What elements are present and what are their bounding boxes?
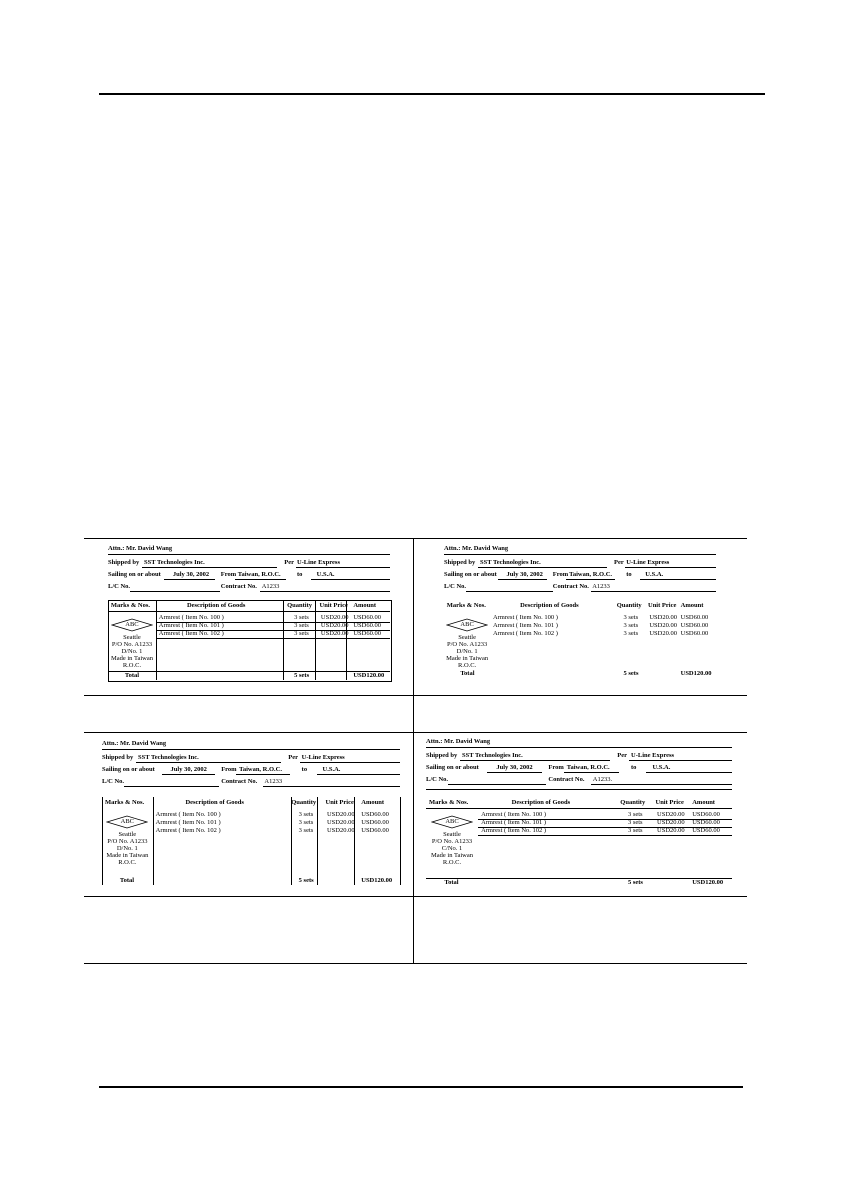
shipping-mark-text: ABC bbox=[125, 621, 139, 628]
grid-line bbox=[84, 538, 747, 539]
column-header: Amount bbox=[692, 799, 715, 806]
total-quantity: 5 sets bbox=[627, 879, 643, 886]
underline bbox=[296, 567, 390, 568]
shipping-mark-text: ABC bbox=[460, 621, 474, 628]
to-value: U.S.A. bbox=[322, 766, 341, 773]
column-header: Quantity bbox=[291, 799, 317, 806]
contract-value: A1233. bbox=[592, 776, 613, 783]
table-header-line bbox=[108, 611, 390, 612]
total-amount: USD120.00 bbox=[692, 879, 724, 886]
total-quantity: 5 sets bbox=[623, 670, 639, 677]
sailing-date: July 30, 2002 bbox=[172, 571, 210, 578]
shipping-mark-text: ABC bbox=[445, 818, 459, 825]
from-label: From bbox=[221, 766, 237, 773]
goods-amount: USD60.00 bbox=[353, 622, 381, 629]
sailing-label: Sailing on or about bbox=[108, 571, 161, 578]
column-header: Description of Goods bbox=[520, 602, 579, 609]
shipping-mark-line: D/No. 1 bbox=[456, 648, 478, 655]
goods-amount: USD60.00 bbox=[353, 630, 381, 637]
lc-label: L/C No. bbox=[102, 778, 125, 785]
goods-description: Armrest ( Item No. 102 ) bbox=[492, 630, 558, 637]
underline bbox=[591, 591, 716, 592]
goods-amount: USD60.00 bbox=[361, 819, 389, 826]
goods-description: Armrest ( Item No. 100 ) bbox=[158, 614, 224, 621]
column-header: Marks & Nos. bbox=[110, 602, 150, 609]
from-label: From bbox=[220, 571, 237, 578]
goods-unit-price: USD20.00 bbox=[326, 819, 355, 826]
column-header: Unit Price bbox=[319, 602, 348, 609]
contract-value: A1233 bbox=[261, 583, 280, 590]
shipped-by-value: SST Technologies Inc. bbox=[480, 559, 541, 566]
from-value: Taiwan, R.O.C. bbox=[566, 764, 610, 771]
table-total-line bbox=[426, 878, 732, 879]
goods-description: Armrest ( Item No. 102 ) bbox=[155, 827, 221, 834]
column-header: Unit Price bbox=[655, 799, 684, 806]
table-total-line bbox=[108, 671, 390, 672]
underline bbox=[162, 774, 216, 775]
goods-quantity: 3 sets bbox=[294, 630, 309, 637]
to-value: U.S.A. bbox=[652, 764, 671, 771]
goods-quantity: 3 sets bbox=[298, 827, 314, 834]
underline bbox=[311, 579, 390, 580]
to-label: to bbox=[296, 571, 303, 578]
contract-label: Contract No. bbox=[552, 583, 589, 590]
per-value: U-Line Express bbox=[631, 752, 675, 759]
underline bbox=[466, 591, 553, 592]
underline bbox=[260, 591, 390, 592]
to-value: U.S.A. bbox=[645, 571, 664, 578]
underline bbox=[460, 760, 610, 761]
table-column-line bbox=[153, 797, 154, 885]
shipped-by-label: Shipped by bbox=[444, 559, 476, 566]
goods-unit-price: USD20.00 bbox=[657, 827, 685, 834]
column-header: Amount bbox=[353, 602, 377, 609]
table-header-line bbox=[426, 808, 732, 809]
goods-unit-price: USD20.00 bbox=[657, 819, 685, 826]
attn-line: Attn.: Mr. David Wang bbox=[102, 740, 167, 747]
column-header: Marks & Nos. bbox=[104, 799, 145, 806]
per-label: Per bbox=[614, 559, 624, 566]
goods-description: Armrest ( Item No. 102 ) bbox=[481, 827, 547, 834]
shipping-mark-line: P/O No. A1233 bbox=[107, 838, 148, 845]
shipping-mark-line: Made in Taiwan bbox=[110, 655, 153, 662]
goods-quantity: 3 sets bbox=[627, 819, 643, 826]
goods-description: Armrest ( Item No. 101 ) bbox=[155, 819, 221, 826]
shipping-mark-line: P/O No. A1233 bbox=[111, 641, 153, 648]
sailing-label: Sailing on or about bbox=[426, 764, 479, 771]
per-value: U-Line Express bbox=[626, 559, 670, 566]
shipping-document bbox=[102, 741, 400, 891]
shipping-mark-line: Seattle bbox=[443, 831, 461, 838]
column-header: Description of Goods bbox=[185, 799, 244, 806]
underline bbox=[124, 786, 219, 787]
goods-amount: USD60.00 bbox=[692, 819, 720, 826]
underline bbox=[317, 774, 400, 775]
goods-quantity: 3 sets bbox=[623, 622, 639, 629]
underline bbox=[263, 786, 400, 787]
shipping-document bbox=[444, 546, 716, 684]
goods-amount: USD60.00 bbox=[680, 630, 709, 637]
row-line bbox=[478, 835, 732, 836]
grid-line bbox=[84, 695, 747, 696]
from-label: From bbox=[552, 571, 569, 578]
from-value: Taiwan, R.O.C. bbox=[569, 571, 613, 578]
shipping-mark-text: ABC bbox=[120, 818, 135, 825]
goods-amount: USD60.00 bbox=[680, 614, 709, 621]
column-header: Quantity bbox=[620, 799, 646, 806]
header-rule bbox=[99, 93, 765, 95]
shipping-mark-line: C/No. 1 bbox=[441, 845, 463, 852]
goods-description: Armrest ( Item No. 100 ) bbox=[492, 614, 558, 621]
underline bbox=[164, 579, 215, 580]
goods-quantity: 3 sets bbox=[627, 827, 643, 834]
per-label: Per bbox=[284, 559, 294, 566]
total-amount: USD120.00 bbox=[353, 672, 385, 679]
shipped-by-label: Shipped by bbox=[102, 754, 134, 761]
goods-quantity: 3 sets bbox=[298, 811, 314, 818]
from-value: Taiwan, R.O.C. bbox=[239, 766, 283, 773]
sailing-date: July 30, 2002 bbox=[506, 571, 543, 578]
sailing-date: July 30, 2002 bbox=[496, 764, 533, 771]
underline bbox=[300, 762, 400, 763]
attn-line: Attn.: Mr. David Wang bbox=[444, 545, 509, 552]
goods-unit-price: USD20.00 bbox=[320, 630, 349, 637]
underline bbox=[108, 554, 390, 555]
shipping-mark-line: P/O No. A1233 bbox=[446, 641, 488, 648]
total-label: Total bbox=[119, 877, 135, 884]
table-column-line bbox=[156, 600, 157, 680]
to-label: to bbox=[301, 766, 308, 773]
goods-unit-price: USD20.00 bbox=[320, 614, 349, 621]
underline bbox=[236, 774, 290, 775]
column-header: Marks & Nos. bbox=[446, 602, 486, 609]
shipping-mark-line: R.O.C. bbox=[122, 662, 142, 669]
total-quantity: 5 sets bbox=[294, 672, 310, 679]
shipped-by-value: SST Technologies Inc. bbox=[462, 752, 523, 759]
shipping-mark-line: R.O.C. bbox=[442, 859, 462, 866]
goods-description: Armrest ( Item No. 100 ) bbox=[155, 811, 221, 818]
underline bbox=[426, 747, 732, 748]
lc-label: L/C No. bbox=[426, 776, 449, 783]
total-label: Total bbox=[124, 672, 140, 679]
grid-line bbox=[84, 963, 747, 964]
goods-unit-price: USD20.00 bbox=[657, 811, 685, 818]
shipped-by-value: SST Technologies Inc. bbox=[138, 754, 199, 761]
underline bbox=[130, 591, 220, 592]
total-label: Total bbox=[444, 879, 459, 886]
goods-unit-price: USD20.00 bbox=[326, 827, 355, 834]
shipped-by-label: Shipped by bbox=[108, 559, 140, 566]
underline bbox=[646, 772, 732, 773]
goods-unit-price: USD20.00 bbox=[320, 622, 349, 629]
goods-unit-price: USD20.00 bbox=[649, 622, 677, 629]
sailing-date: July 30, 2002 bbox=[170, 766, 207, 773]
goods-description: Armrest ( Item No. 102 ) bbox=[158, 630, 224, 637]
attn-line: Attn.: Mr. David Wang bbox=[108, 545, 173, 552]
shipping-mark-line: P/O No. A1233 bbox=[431, 838, 473, 845]
underline bbox=[142, 567, 277, 568]
table-column-line bbox=[346, 600, 347, 680]
shipping-document bbox=[108, 546, 390, 686]
underline bbox=[591, 784, 732, 785]
shipping-mark-line: Seattle bbox=[123, 634, 141, 641]
shipping-mark-line: Seattle bbox=[458, 634, 476, 641]
shipping-mark-line: Made in Taiwan bbox=[430, 852, 474, 859]
contract-value: A1233 bbox=[592, 583, 610, 590]
goods-unit-price: USD20.00 bbox=[326, 811, 355, 818]
goods-quantity: 3 sets bbox=[294, 614, 309, 621]
goods-quantity: 3 sets bbox=[623, 630, 639, 637]
shipping-mark-line: R.O.C. bbox=[118, 859, 137, 866]
per-value: U-Line Express bbox=[301, 754, 345, 761]
to-value: U.S.A. bbox=[316, 571, 335, 578]
goods-amount: USD60.00 bbox=[353, 614, 381, 621]
goods-amount: USD60.00 bbox=[692, 827, 720, 834]
column-header: Description of Goods bbox=[186, 602, 246, 609]
total-amount: USD120.00 bbox=[680, 670, 712, 677]
from-label: From bbox=[548, 764, 564, 771]
goods-quantity: 3 sets bbox=[294, 622, 309, 629]
column-header: Unit Price bbox=[648, 602, 677, 609]
goods-amount: USD60.00 bbox=[361, 827, 389, 834]
attn-line: Attn.: Mr. David Wang bbox=[426, 738, 491, 745]
grid-line bbox=[84, 896, 747, 897]
goods-amount: USD60.00 bbox=[680, 622, 709, 629]
lc-label: L/C No. bbox=[108, 583, 131, 590]
table-top-line bbox=[426, 789, 732, 790]
underline bbox=[564, 772, 619, 773]
shipping-mark-line: Made in Taiwan bbox=[446, 655, 489, 662]
underline bbox=[625, 567, 716, 568]
shipped-by-label: Shipped by bbox=[426, 752, 458, 759]
from-value: Taiwan, R.O.C. bbox=[237, 571, 281, 578]
column-header: Quantity bbox=[616, 602, 642, 609]
table-column-line bbox=[400, 797, 401, 885]
underline bbox=[444, 554, 716, 555]
row-line bbox=[156, 638, 390, 639]
table-column-line bbox=[315, 600, 316, 680]
contract-label: Contract No. bbox=[221, 778, 258, 785]
total-amount: USD120.00 bbox=[361, 877, 393, 884]
shipping-mark-line: D/No. 1 bbox=[116, 845, 138, 852]
goods-amount: USD60.00 bbox=[361, 811, 389, 818]
underline bbox=[448, 784, 546, 785]
sailing-label: Sailing on or about bbox=[102, 766, 155, 773]
shipping-document bbox=[426, 739, 732, 893]
shipped-by-value: SST Technologies Inc. bbox=[144, 559, 205, 566]
to-label: to bbox=[631, 764, 637, 771]
underline bbox=[478, 567, 607, 568]
shipping-mark-line: R.O.C. bbox=[457, 662, 477, 669]
table-column-line bbox=[291, 797, 292, 885]
column-header: Amount bbox=[361, 799, 385, 806]
column-header: Unit Price bbox=[325, 799, 354, 806]
goods-unit-price: USD20.00 bbox=[649, 630, 677, 637]
shipping-mark-line: Seattle bbox=[118, 831, 137, 838]
shipping-mark-line: Made in Taiwan bbox=[106, 852, 149, 859]
goods-description: Armrest ( Item No. 100 ) bbox=[481, 811, 547, 818]
column-header: Quantity bbox=[287, 602, 312, 609]
table-column-line bbox=[317, 797, 318, 885]
underline bbox=[640, 579, 716, 580]
goods-quantity: 3 sets bbox=[623, 614, 639, 621]
total-quantity: 5 sets bbox=[298, 877, 314, 884]
grid-line bbox=[84, 732, 747, 733]
per-value: U-Line Express bbox=[296, 559, 340, 566]
underline bbox=[102, 749, 400, 750]
goods-description: Armrest ( Item No. 101 ) bbox=[158, 622, 224, 629]
underline bbox=[487, 772, 542, 773]
goods-quantity: 3 sets bbox=[627, 811, 643, 818]
underline bbox=[566, 579, 615, 580]
column-header: Amount bbox=[680, 602, 704, 609]
underline bbox=[235, 579, 286, 580]
per-label: Per bbox=[617, 752, 627, 759]
to-label: to bbox=[626, 571, 632, 578]
contract-label: Contract No. bbox=[220, 583, 257, 590]
grid-divider bbox=[413, 538, 414, 964]
goods-amount: USD60.00 bbox=[692, 811, 720, 818]
underline bbox=[498, 579, 547, 580]
contract-value: A1233 bbox=[264, 778, 283, 785]
table-column-line bbox=[283, 600, 284, 680]
column-header: Marks & Nos. bbox=[429, 799, 469, 806]
goods-description: Armrest ( Item No. 101 ) bbox=[481, 819, 547, 826]
shipping-mark-line: D/No. 1 bbox=[121, 648, 143, 655]
goods-quantity: 3 sets bbox=[298, 819, 314, 826]
underline bbox=[136, 762, 281, 763]
goods-unit-price: USD20.00 bbox=[649, 614, 677, 621]
lc-label: L/C No. bbox=[444, 583, 467, 590]
contract-label: Contract No. bbox=[548, 776, 585, 783]
goods-description: Armrest ( Item No. 101 ) bbox=[492, 622, 558, 629]
underline bbox=[629, 760, 732, 761]
footer-rule bbox=[99, 1086, 743, 1088]
total-label: Total bbox=[460, 670, 475, 677]
sailing-label: Sailing on or about bbox=[444, 571, 497, 578]
per-label: Per bbox=[288, 754, 298, 761]
column-header: Description of Goods bbox=[511, 799, 571, 806]
